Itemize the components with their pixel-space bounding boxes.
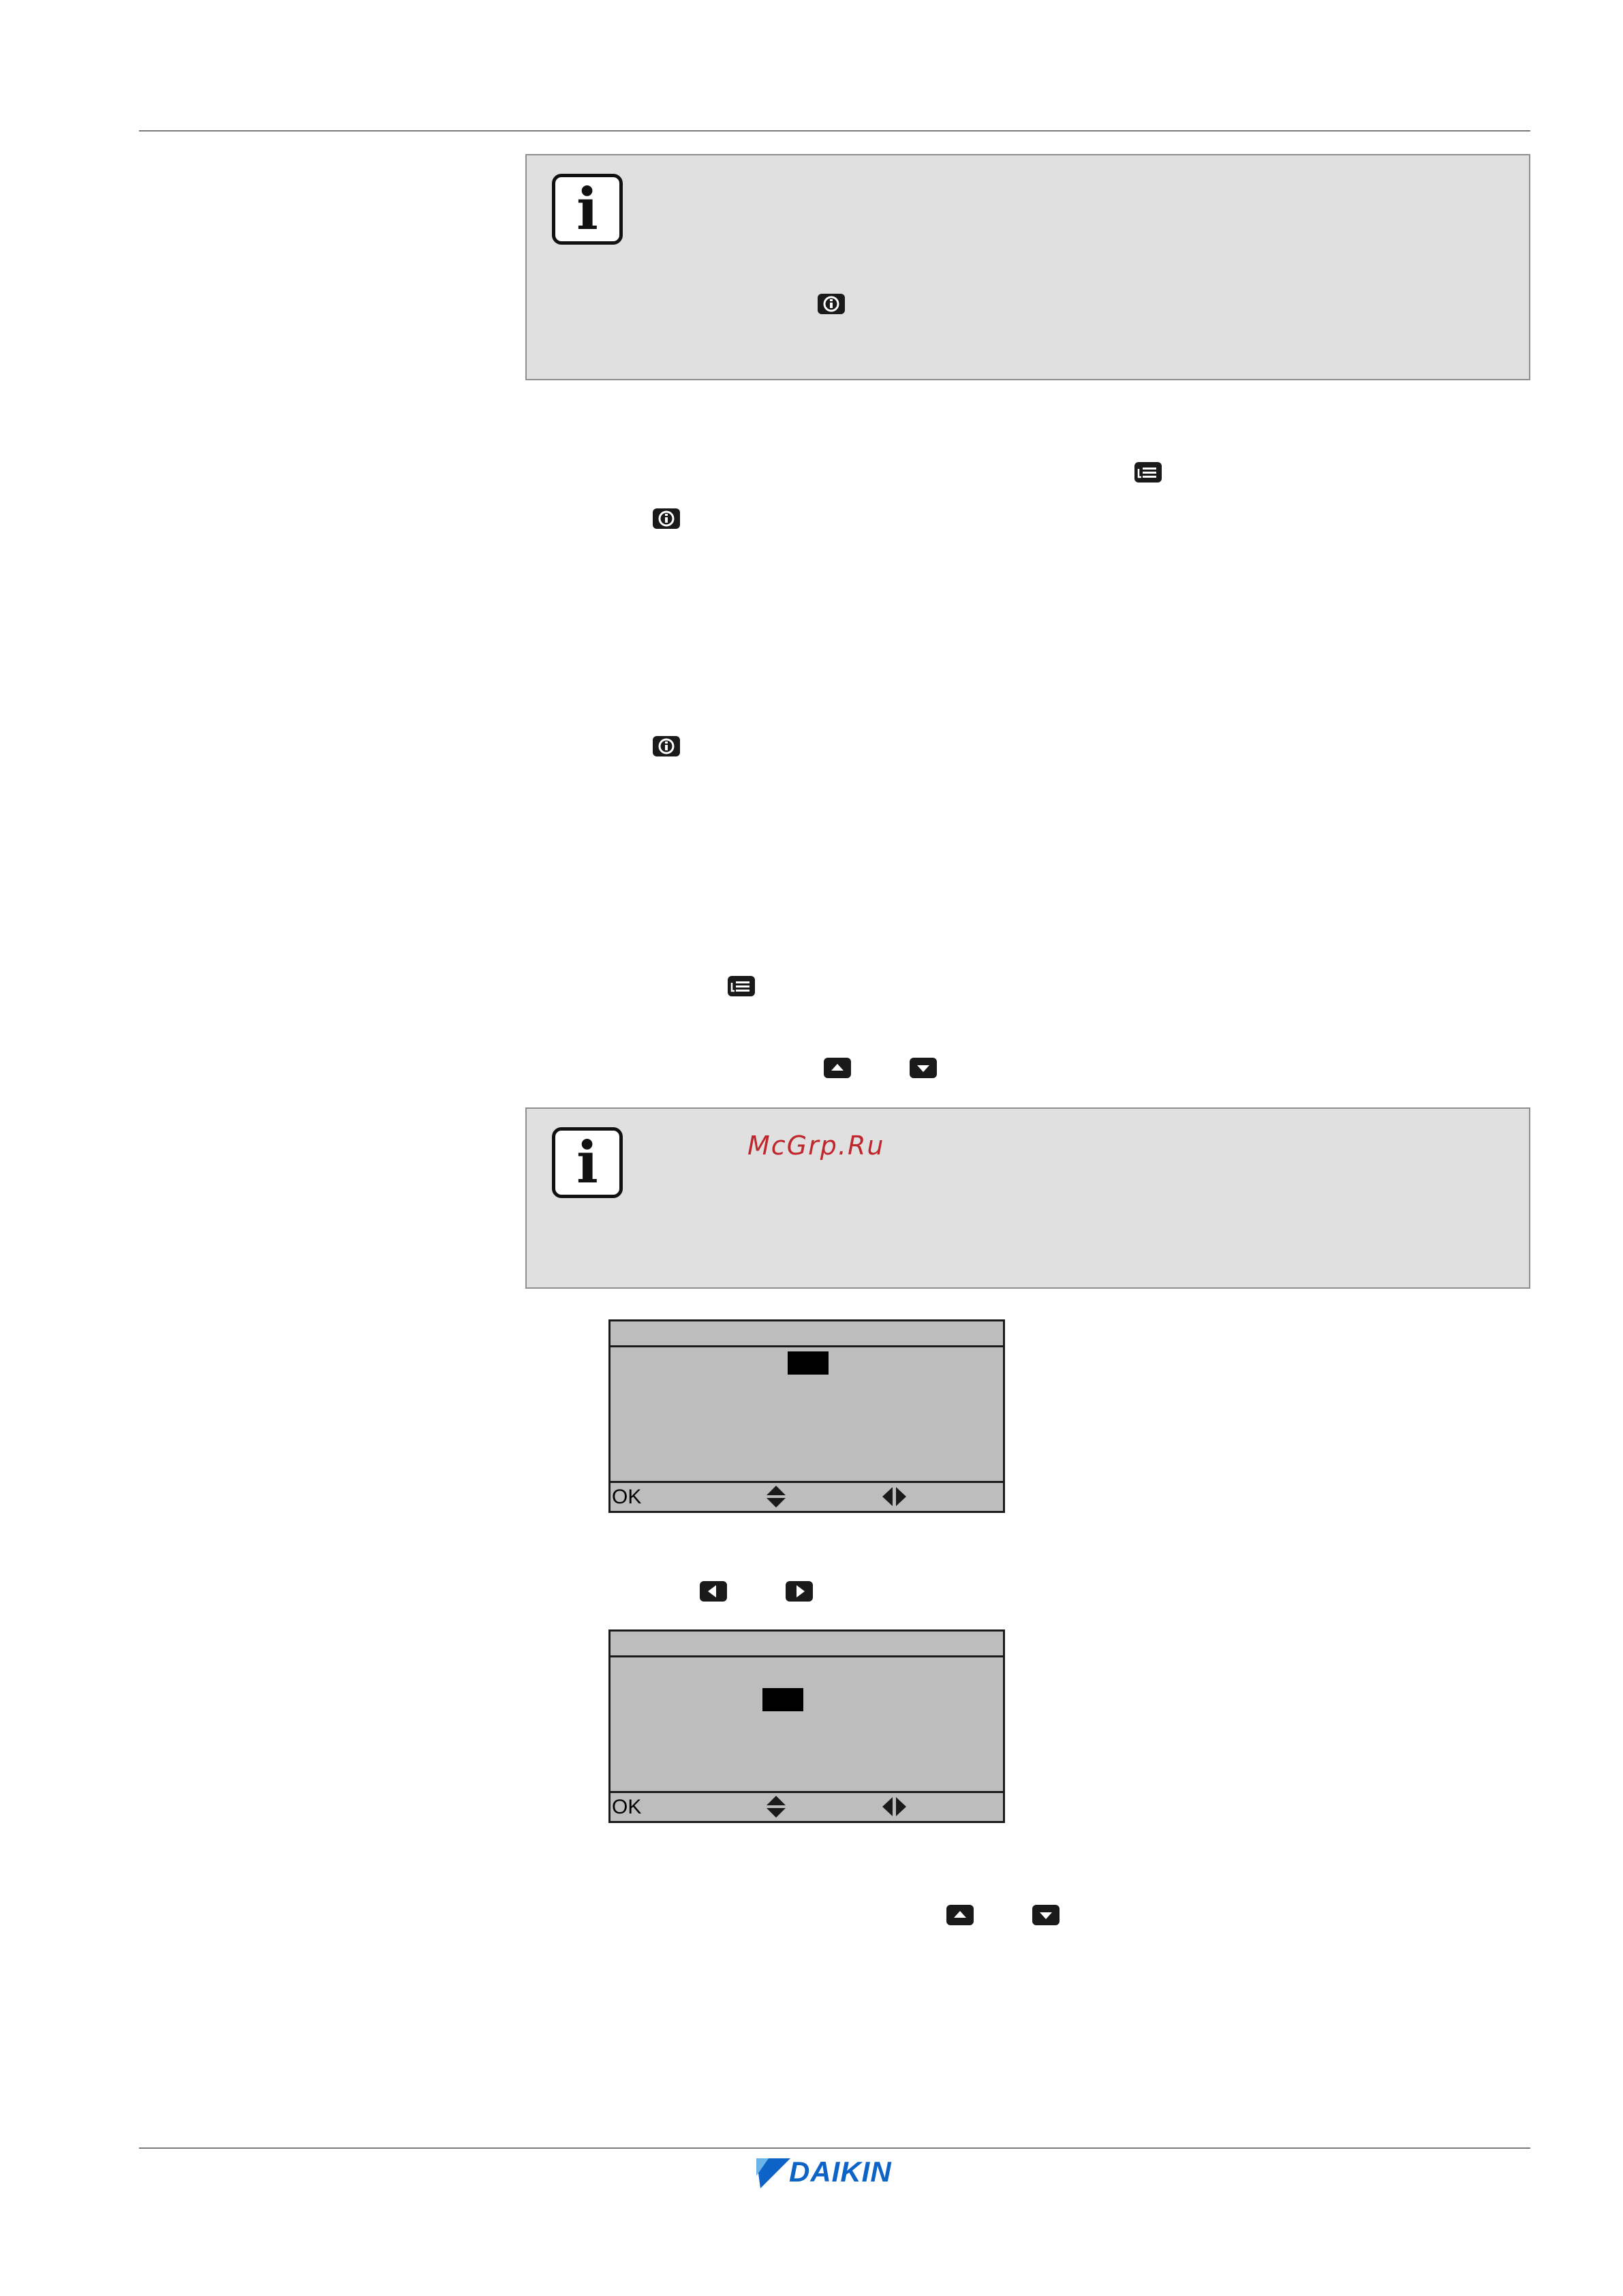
menu-button-icon — [1134, 462, 1162, 483]
info-note-1 — [525, 154, 1530, 380]
info-note-2 — [525, 1107, 1530, 1289]
header-rule — [139, 130, 1530, 132]
left-right-icon — [881, 1486, 908, 1507]
ok-label: OK — [612, 1796, 642, 1818]
info-button-icon — [653, 508, 680, 529]
info-button-icon — [653, 736, 680, 756]
info-icon: i — [552, 174, 623, 245]
ok-label: OK — [612, 1486, 642, 1508]
daikin-logo-mark-icon — [755, 2156, 792, 2191]
lcd-screen-2 — [608, 1629, 1005, 1823]
arrow-left-button-icon — [700, 1581, 727, 1602]
lcd-header-bar — [610, 1632, 1003, 1657]
lcd-header-bar — [610, 1321, 1003, 1347]
lcd-cursor — [788, 1351, 829, 1375]
arrow-up-button-icon — [946, 1905, 974, 1925]
up-down-icon — [765, 1794, 787, 1819]
arrow-right-button-icon — [786, 1581, 813, 1602]
lcd-cursor — [762, 1688, 803, 1711]
up-down-icon — [765, 1484, 787, 1509]
info-button-icon — [818, 294, 845, 314]
info-icon: i — [552, 1127, 623, 1198]
footer-rule — [139, 2147, 1530, 2149]
arrow-down-button-icon — [910, 1058, 937, 1078]
arrow-down-button-icon — [1032, 1905, 1060, 1925]
lcd-footer-bar — [610, 1481, 1003, 1511]
menu-button-icon — [728, 976, 755, 996]
left-right-icon — [881, 1796, 908, 1818]
daikin-logo-text: DAIKIN — [789, 2156, 892, 2188]
daikin-logo — [755, 2156, 918, 2191]
watermark: McGrp.Ru — [747, 1131, 885, 1161]
lcd-footer-bar — [610, 1791, 1003, 1821]
arrow-up-button-icon — [824, 1058, 851, 1078]
lcd-screen-1 — [608, 1319, 1005, 1513]
